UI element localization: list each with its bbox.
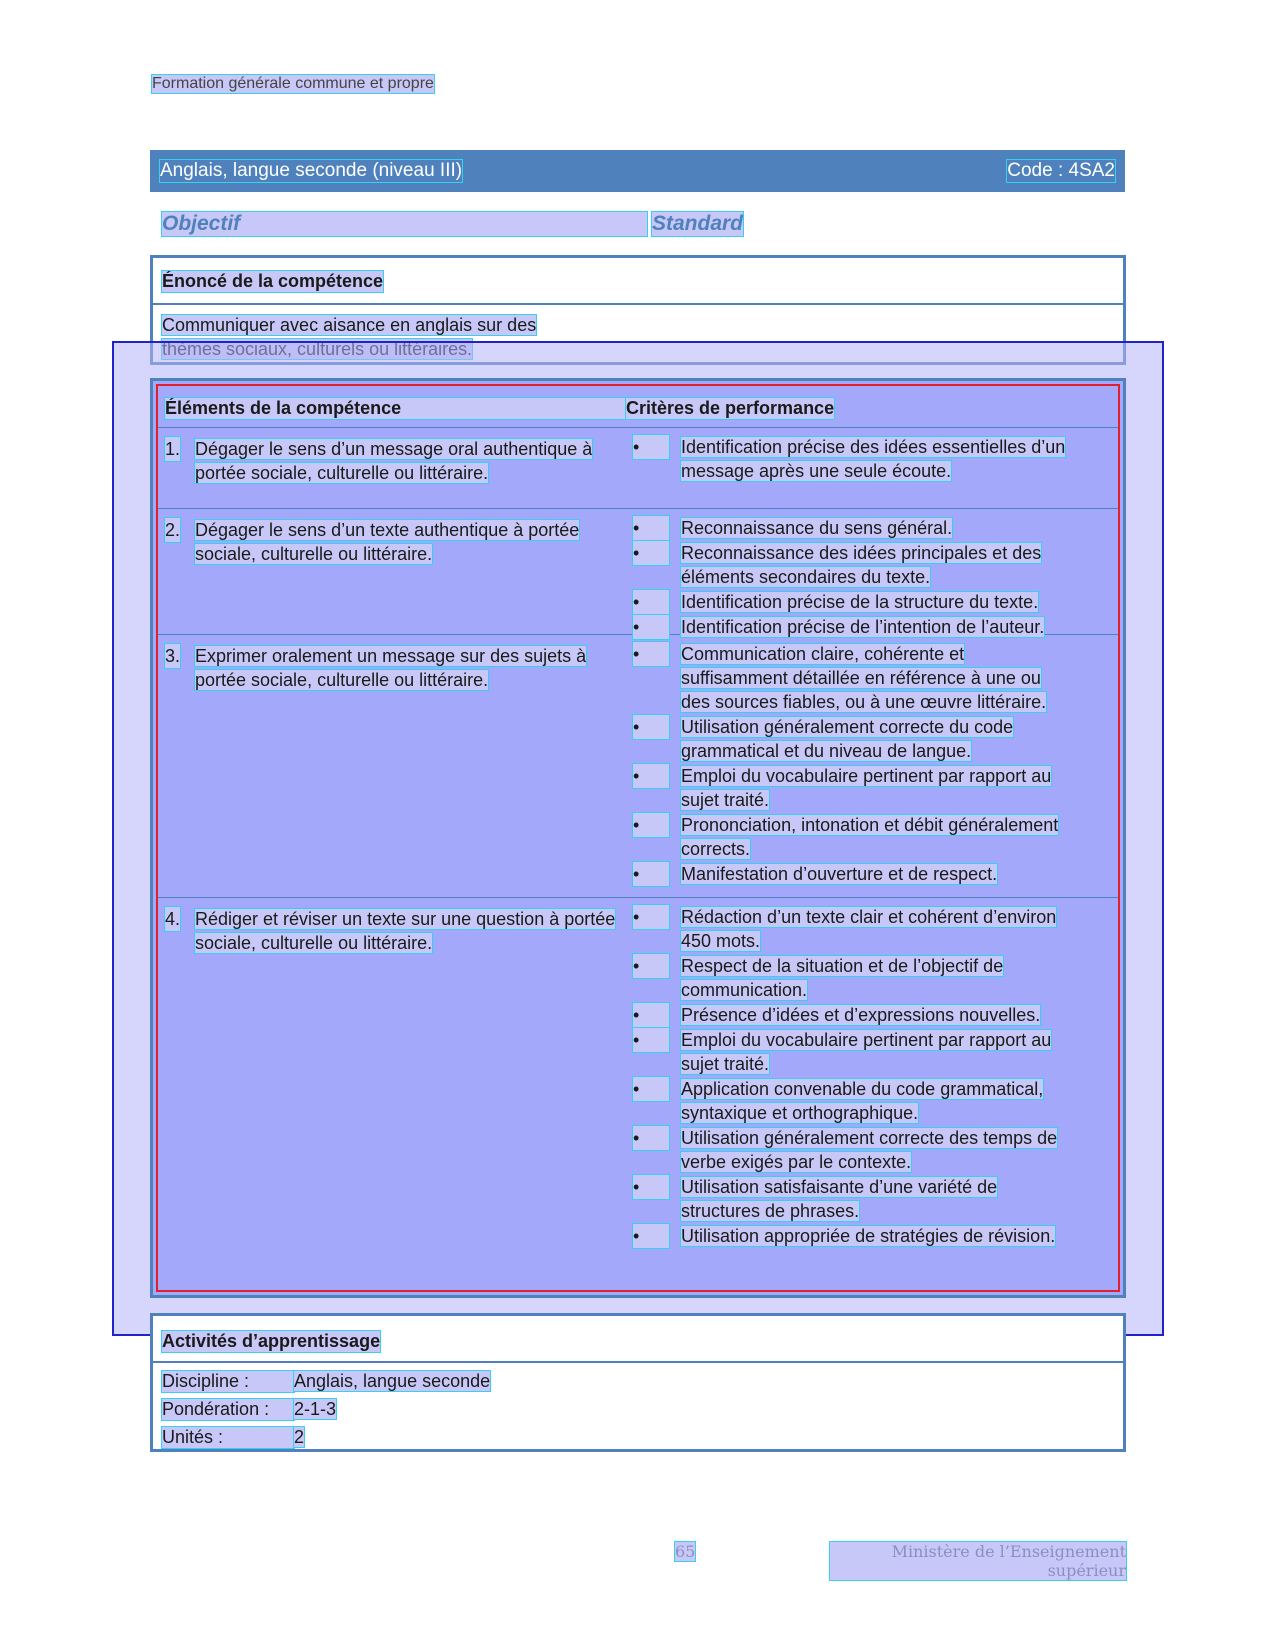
unites-label: Unités : <box>162 1427 294 1448</box>
competence-element <box>165 907 630 955</box>
criterion-item <box>633 954 1073 1002</box>
bullet-icon: • <box>633 764 669 788</box>
learning-activities-box <box>150 1313 1126 1452</box>
criteria-list <box>633 435 1073 484</box>
criterion-item <box>633 764 1073 812</box>
bullet-icon: • <box>633 435 669 459</box>
criterion-item <box>633 1224 1073 1248</box>
bullet-icon: • <box>633 1077 669 1101</box>
table-row <box>158 427 1118 509</box>
bullet-icon: • <box>633 905 669 929</box>
course-title-bar <box>150 150 1125 192</box>
bullet-icon: • <box>633 516 669 540</box>
criterion-item <box>633 642 1073 714</box>
criterion-text: Communication claire, cohérente et suffisamment détaillée en référence à une ou des sources fiables, ou à une œuvre littéraire. <box>681 644 1047 712</box>
unites-row <box>162 1427 304 1448</box>
bullet-icon: • <box>633 590 669 614</box>
criterion-text: Reconnaissance des idées principales et des éléments secondaires du texte. <box>681 543 1042 587</box>
element-text: Dégager le sens d’un texte authentique à portée sociale, culturelle ou littéraire. <box>195 520 580 564</box>
ponderation-row <box>162 1399 336 1420</box>
bullet-icon: • <box>633 1224 669 1248</box>
ponderation-value: 2-1-3 <box>294 1399 337 1419</box>
table-header-row <box>158 386 1118 428</box>
bullet-icon: • <box>633 954 669 978</box>
criterion-text: Identification précise de l’intention de l’auteur. <box>681 617 1045 637</box>
criterion-text: Présence d’idées et d’expressions nouvelles. <box>681 1005 1041 1025</box>
table-row <box>158 634 1118 898</box>
bullet-icon: • <box>633 813 669 837</box>
element-text: Dégager le sens d’un message oral authentique à portée sociale, culturelle ou littéraire. <box>195 439 593 483</box>
criteria-list <box>633 642 1073 887</box>
bullet-icon: • <box>633 715 669 739</box>
footer-ministry: Ministère de l’Enseignement supérieur <box>830 1542 1126 1580</box>
learning-activities-heading: Activités d’apprentissage <box>162 1331 381 1351</box>
bullet-icon: • <box>633 1175 669 1199</box>
competence-table <box>150 378 1126 1298</box>
element-text: Rédiger et réviser un texte sur une question à portée sociale, culturelle ou littéraire. <box>195 909 616 953</box>
criteria-list <box>633 516 1073 640</box>
criterion-item <box>633 1077 1073 1125</box>
criterion-text: Rédaction d’un texte clair et cohérent d’environ 450 mots. <box>681 907 1057 951</box>
competence-element <box>165 644 630 692</box>
criterion-text: Prononciation, intonation et débit généralement corrects. <box>681 815 1059 859</box>
competence-element <box>165 518 630 566</box>
criterion-item <box>633 1175 1073 1223</box>
criterion-text: Emploi du vocabulaire pertinent par rapport au sujet traité. <box>681 766 1052 810</box>
criterion-item <box>633 541 1073 589</box>
discipline-value: Anglais, langue seconde <box>294 1371 491 1391</box>
criterion-text: Utilisation généralement correcte des temps de verbe exigés par le contexte. <box>681 1128 1058 1172</box>
element-number: 1. <box>165 439 181 459</box>
column-header-elements: Éléments de la compétence <box>165 398 630 419</box>
criterion-text: Manifestation d’ouverture et de respect. <box>681 864 998 884</box>
element-number: 4. <box>165 909 181 929</box>
competence-statement-line: Communiquer avec aisance en anglais sur des <box>162 315 537 335</box>
criterion-text: Utilisation appropriée de stratégies de révision. <box>681 1226 1056 1246</box>
criterion-text: Application convenable du code grammatical, syntaxique et orthographique. <box>681 1079 1044 1123</box>
criterion-text: Reconnaissance du sens général. <box>681 518 953 538</box>
criterion-item <box>633 1003 1073 1027</box>
criterion-text: Utilisation généralement correcte du code grammatical et du niveau de langue. <box>681 717 1014 761</box>
standard-label: Standard <box>652 212 744 235</box>
discipline-label: Discipline : <box>162 1371 294 1392</box>
criterion-item <box>633 516 1073 540</box>
competence-table-inner <box>156 384 1120 1292</box>
discipline-row <box>162 1371 490 1392</box>
table-row <box>158 897 1118 1260</box>
bullet-icon: • <box>633 541 669 565</box>
element-text: Exprimer oralement un message sur des sujets à portée sociale, culturelle ou littéraire. <box>195 646 587 690</box>
criterion-item <box>633 862 1073 886</box>
criterion-text: Identification précise de la structure du texte. <box>681 592 1039 612</box>
course-code: Code : 4SA2 <box>1007 160 1115 181</box>
running-header: Formation générale commune et propre <box>152 75 434 92</box>
bullet-icon: • <box>633 1028 669 1052</box>
objective-label: Objectif <box>162 212 647 236</box>
competence-statement-header <box>153 258 1123 305</box>
criterion-text: Emploi du vocabulaire pertinent par rapport au sujet traité. <box>681 1030 1052 1074</box>
bullet-icon: • <box>633 642 669 666</box>
criterion-text: Utilisation satisfaisante d’une variété de structures de phrases. <box>681 1177 998 1221</box>
element-number: 2. <box>165 520 181 540</box>
bullet-icon: • <box>633 862 669 886</box>
element-number: 3. <box>165 646 181 666</box>
criterion-text: Respect de la situation et de l’objectif de communication. <box>681 956 1004 1000</box>
column-header-criteria: Critères de performance <box>626 398 835 418</box>
bullet-icon: • <box>633 1003 669 1027</box>
course-title: Anglais, langue seconde (niveau III) <box>160 160 463 181</box>
criterion-item <box>633 1126 1073 1174</box>
criterion-item <box>633 813 1073 861</box>
ponderation-label: Pondération : <box>162 1399 294 1420</box>
unites-value: 2 <box>294 1427 305 1447</box>
criterion-item <box>633 435 1073 483</box>
criterion-item <box>633 1028 1073 1076</box>
criterion-item <box>633 715 1073 763</box>
criterion-item <box>633 590 1073 614</box>
criteria-list <box>633 905 1073 1249</box>
competence-element <box>165 437 630 485</box>
competence-statement-heading: Énoncé de la compétence <box>162 271 384 291</box>
learning-activities-header <box>153 1316 1123 1363</box>
page-number: 65 <box>675 1542 696 1561</box>
table-row <box>158 508 1118 635</box>
criterion-item <box>633 905 1073 953</box>
bullet-icon: • <box>633 1126 669 1150</box>
bullet-icon: • <box>633 615 669 639</box>
criterion-text: Identification précise des idées essentielles d’un message après une seule écoute. <box>681 437 1066 481</box>
